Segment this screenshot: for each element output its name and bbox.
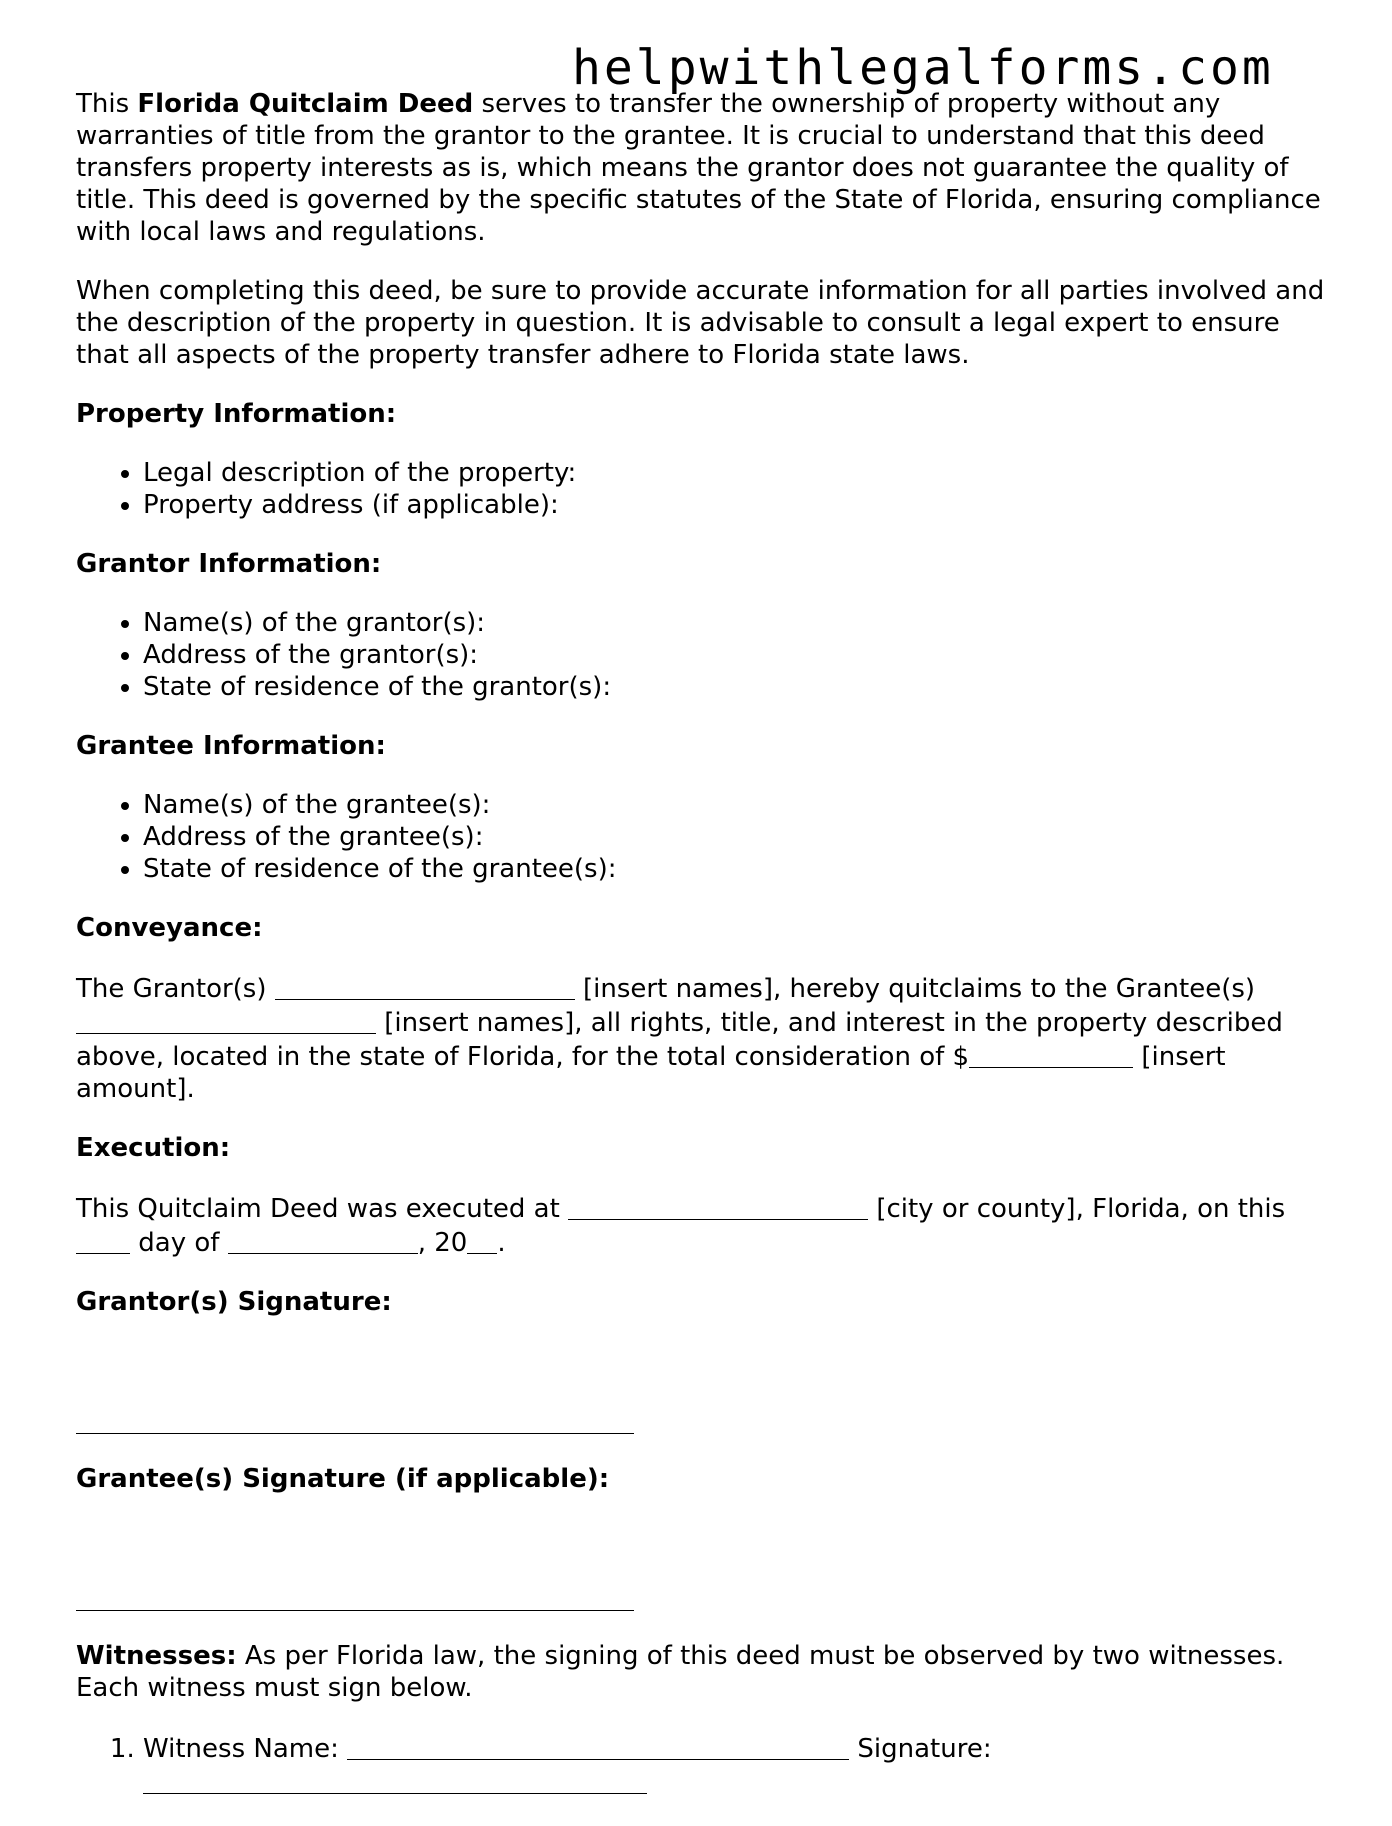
list-item: • Legal description of the property: — [143, 457, 1326, 489]
intro-paragraph-2: When completing this deed, be sure to provide accurate information for all parties involved and the description of the property in question. It is advisable to consult a legal expert to ensure that all aspects of the property transfer adhere to Florida state laws. — [76, 276, 1325, 370]
grantor-signature-heading: Grantor(s) Signature: — [76, 1287, 392, 1317]
deed-title: Florida Quitclaim Deed — [137, 89, 474, 119]
year-blank[interactable] — [467, 1228, 497, 1254]
site-watermark: helpwithlegalforms.com — [572, 40, 1274, 96]
list-item: • State of residence of the grantor(s): — [143, 671, 1326, 703]
deed-document — [76, 88, 1326, 1826]
list-item: • Name(s) of the grantor(s): — [143, 607, 1326, 639]
grantor-heading: Grantor Information: — [76, 549, 382, 579]
conveyance-text: [insert amount]. — [76, 1042, 1226, 1104]
witness-name-label: Witness Name: — [143, 1734, 348, 1764]
conveyance-heading: Conveyance: — [76, 913, 263, 943]
intro-paragraph-1 — [76, 88, 1326, 248]
grantee-signature-line[interactable] — [76, 1581, 634, 1611]
property-list — [76, 457, 1326, 521]
execution-text: , 20 — [417, 1228, 468, 1258]
execution-paragraph — [76, 1191, 1326, 1259]
conveyance-text: [insert names], hereby quitclaims to the Grantee(s) — [574, 974, 1256, 1004]
witnesses-text: As per Florida law, the signing of this deed must be observed by two witnesses. Each witness must sign below. — [76, 1641, 1285, 1703]
grantee-signature-heading: Grantee(s) Signature (if applicable): — [76, 1464, 610, 1494]
list-item: • Name(s) of the grantee(s): — [143, 789, 1326, 821]
city-county-blank[interactable] — [568, 1194, 868, 1220]
list-item — [143, 1731, 1326, 1799]
witness-signature-blank[interactable] — [143, 1768, 647, 1794]
witness-name-blank[interactable] — [347, 1734, 849, 1760]
list-item: • Address of the grantee(s): — [143, 821, 1326, 853]
intro-text-start: This — [76, 89, 138, 119]
witnesses-paragraph — [76, 1640, 1326, 1704]
execution-text: This Quitclaim Deed was executed at — [76, 1194, 569, 1224]
grantor-signature-row — [76, 1404, 1326, 1436]
consideration-amount-blank[interactable] — [969, 1042, 1133, 1068]
grantee-list — [76, 789, 1326, 885]
witness-signature-label: Signature: — [849, 1734, 992, 1764]
signature-spacer — [76, 1345, 1326, 1404]
conveyance-text: [insert names], all rights, title, and interest in the property described above, located in the state of Florida, for the total consideration of $ — [76, 1008, 1283, 1072]
intro-text-rest: serves to transfer the ownership of property without any warranties of title from the grantor to the grantee. It is crucial to understand that this deed transfers property interests as is, which means the grantor does not guarantee the quality of title. This deed is governed by the specific statutes of the State of Florida, ensuring compliance with local laws and regulations. — [76, 89, 1321, 247]
execution-text: [city or county], Florida, on this — [868, 1194, 1286, 1224]
execution-text: day of — [130, 1228, 228, 1258]
grantor-signature-line[interactable] — [76, 1404, 634, 1434]
signature-spacer — [76, 1522, 1326, 1581]
day-blank[interactable] — [76, 1228, 130, 1254]
grantor-names-blank[interactable] — [275, 974, 575, 1000]
property-heading: Property Information: — [76, 399, 397, 429]
grantee-heading: Grantee Information: — [76, 731, 386, 761]
witnesses-label: Witnesses: — [76, 1641, 237, 1671]
list-item: • State of residence of the grantee(s): — [143, 853, 1326, 885]
grantee-names-blank[interactable] — [76, 1008, 376, 1034]
execution-text: . — [497, 1228, 506, 1258]
witness-list — [76, 1731, 1326, 1799]
list-item: • Address of the grantor(s): — [143, 639, 1326, 671]
execution-heading: Execution: — [76, 1133, 231, 1163]
grantee-signature-row — [76, 1581, 1326, 1613]
conveyance-text: The Grantor(s) — [76, 974, 275, 1004]
list-item: • Property address (if applicable): — [143, 489, 1326, 521]
grantor-list — [76, 607, 1326, 703]
month-blank[interactable] — [228, 1228, 418, 1254]
conveyance-paragraph — [76, 971, 1326, 1105]
